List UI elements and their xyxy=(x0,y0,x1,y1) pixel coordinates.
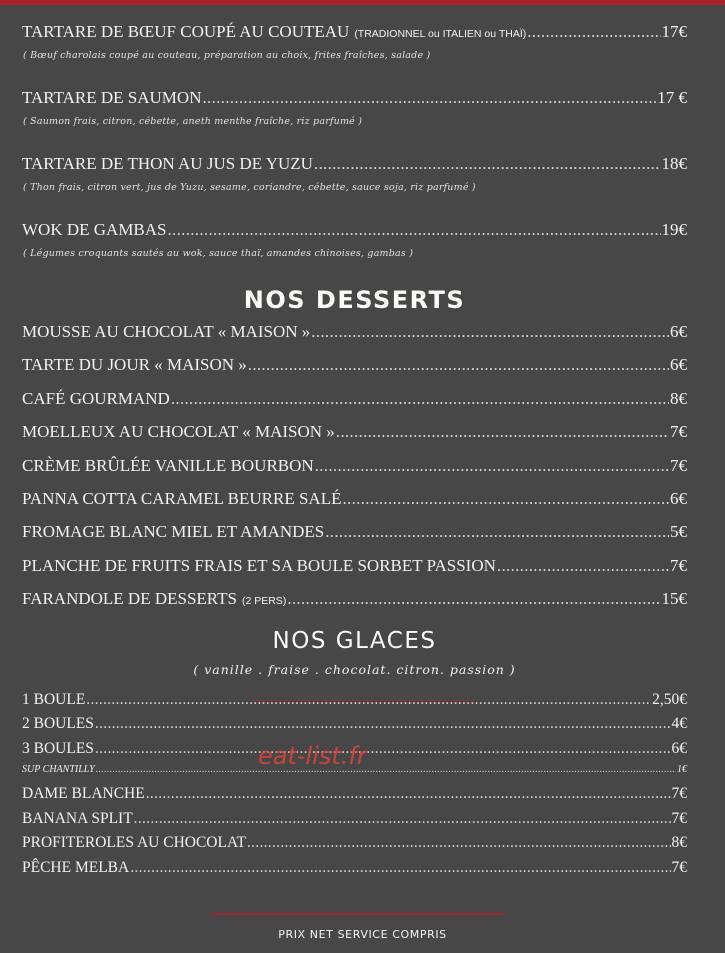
top-red-bar xyxy=(0,0,725,5)
menu-item-row xyxy=(22,859,687,884)
dot-leader xyxy=(95,715,671,733)
dot-leader xyxy=(311,322,669,342)
item-name: PÊCHE MELBA xyxy=(22,858,130,876)
item-price: 6€ xyxy=(671,739,687,757)
item-price: 18€ xyxy=(661,154,687,173)
menu-item-row xyxy=(22,456,687,489)
item-name: DAME BLANCHE xyxy=(22,785,145,803)
item-name: PLANCHE DE FRUITS FRAIS ET SA BOULE SORBET PASSION xyxy=(22,555,496,575)
item-description: ( Thon frais, citron vert, jus de Yuzu, sesame, coriandre, cébette, sauce soja, riz parfumé ) xyxy=(23,182,476,193)
dot-leader xyxy=(95,740,671,758)
item-name: TARTARE DE SAUMON xyxy=(22,88,202,107)
item-name: PANNA COTTA CARAMEL BEURRE SALÉ xyxy=(22,488,342,508)
glaces-flavours: ( vanille . fraise . chocolat. citron. passion ) xyxy=(193,661,516,677)
watermark: eat-list.fr xyxy=(258,742,367,770)
item-price: 1€ xyxy=(677,764,687,776)
item-price: 17€ xyxy=(661,22,687,41)
item-price: 7€ xyxy=(670,555,687,575)
glaces-heading: NOS GLACES xyxy=(272,627,437,654)
item-price: 7€ xyxy=(670,422,687,442)
item-name: FARANDOLE DE DESSERTS xyxy=(22,589,237,609)
dot-leader xyxy=(96,764,676,775)
menu-item-row xyxy=(22,154,687,178)
item-price: 8€ xyxy=(671,834,687,852)
menu-item-row xyxy=(22,785,687,810)
item-price: 17 € xyxy=(657,88,687,107)
item-price: 6€ xyxy=(670,355,687,375)
footer-note: PRIX NET SERVICE COMPRIS xyxy=(278,928,447,941)
item-name: 1 BOULE xyxy=(22,690,86,708)
item-price: 6€ xyxy=(670,488,687,508)
item-name: MOUSSE AU CHOCOLAT « MAISON » xyxy=(22,322,311,341)
item-note: (TRADIONNEL ou ITALIEN ou THAÏ) xyxy=(354,28,527,40)
menu-item-row xyxy=(22,355,687,388)
menu-item-row xyxy=(22,422,687,455)
menu-item-row xyxy=(22,715,687,740)
item-name: TARTARE DE THON AU JUS DE YUZU xyxy=(22,154,313,173)
tartares-section xyxy=(22,22,687,268)
dot-leader xyxy=(287,589,660,609)
item-price: 4€ xyxy=(671,715,687,733)
dot-leader xyxy=(325,522,669,542)
menu-item-row xyxy=(22,556,687,589)
item-price: 5€ xyxy=(670,522,687,542)
item-price: 15€ xyxy=(661,589,687,609)
item-price: 8€ xyxy=(670,388,687,408)
item-name: WOK DE GAMBAS xyxy=(22,220,167,239)
item-price: 2,50€ xyxy=(652,690,687,708)
dot-leader xyxy=(247,834,671,852)
item-name: TARTE DU JOUR « MAISON » xyxy=(22,355,247,375)
dot-leader xyxy=(130,859,670,877)
item-name: PROFITEROLES AU CHOCOLAT xyxy=(22,834,246,852)
item-price: 7€ xyxy=(670,455,687,475)
dot-leader xyxy=(171,389,669,409)
item-name: FROMAGE BLANC MIEL ET AMANDES xyxy=(22,522,325,542)
item-price: 7€ xyxy=(671,858,687,876)
menu-item-row xyxy=(22,810,687,835)
divider-line xyxy=(252,700,474,701)
footer-divider-line xyxy=(210,913,505,915)
item-price: 7€ xyxy=(671,785,687,803)
dot-leader xyxy=(168,220,661,240)
glaces-section xyxy=(22,691,687,884)
item-name: SUP CHANTILLY xyxy=(22,764,95,776)
menu-item-row xyxy=(22,489,687,522)
dot-leader xyxy=(336,422,669,442)
item-name: CAFÉ GOURMAND xyxy=(22,388,170,408)
item-note: (2 PERS) xyxy=(241,595,287,608)
dot-leader xyxy=(134,810,671,828)
menu-item-row xyxy=(22,220,687,244)
menu-item-row xyxy=(22,522,687,555)
menu-item-row xyxy=(22,834,687,859)
item-description: ( Bœuf charolais coupé au couteau, préparation au choix, frites fraîches, salade ) xyxy=(23,50,431,61)
item-price: 19€ xyxy=(661,220,687,239)
dot-leader xyxy=(146,785,671,803)
menu-item-row xyxy=(22,322,687,355)
item-name: TARTARE DE BŒUF COUPÉ AU COUTEAU xyxy=(22,22,350,41)
item-name: 2 BOULES xyxy=(22,715,94,733)
item-price: 6€ xyxy=(670,322,687,341)
item-description: ( Légumes croquants sautés au wok, sauce thaï, amandes chinoises, gambas ) xyxy=(23,248,414,259)
item-name: MOELLEUX AU CHOCOLAT « MAISON » xyxy=(22,422,335,442)
item-name: BANANA SPLIT xyxy=(22,809,133,827)
menu-item-row xyxy=(22,88,687,112)
menu-item-row xyxy=(22,691,687,716)
item-name: CRÈME BRÛLÉE VANILLE BOURBON xyxy=(22,455,314,475)
menu-item-row xyxy=(22,22,687,46)
item-name: 3 BOULES xyxy=(22,739,94,757)
item-price: 7€ xyxy=(671,809,687,827)
dot-leader xyxy=(342,489,669,509)
menu-item-row xyxy=(22,389,687,422)
dot-leader xyxy=(202,88,656,108)
dot-leader xyxy=(497,556,669,576)
menu-item-row xyxy=(22,589,687,622)
desserts-section xyxy=(22,322,687,623)
item-description: ( Saumon frais, citron, cébette, aneth menthe fraîche, riz parfumé ) xyxy=(23,116,363,127)
dot-leader xyxy=(527,22,660,42)
dot-leader xyxy=(314,154,661,174)
dot-leader xyxy=(315,456,669,476)
desserts-heading: NOS DESSERTS xyxy=(243,286,466,314)
dot-leader xyxy=(248,355,669,375)
